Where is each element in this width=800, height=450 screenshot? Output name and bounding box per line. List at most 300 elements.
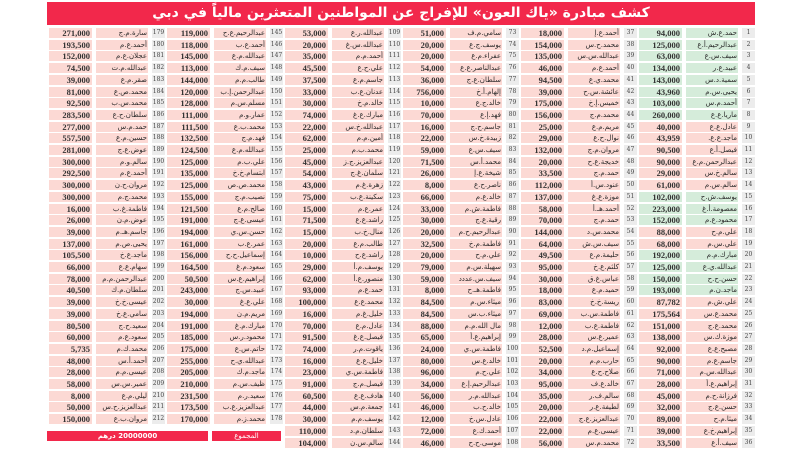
amount: 110,000 [285, 426, 328, 436]
beneficiary-name: أحمد.م.س [686, 98, 738, 108]
beneficiary-name: خالد.ع.س [450, 356, 502, 366]
row-number: 140 [388, 391, 401, 399]
row-number: 162 [270, 227, 283, 235]
table-row [403, 227, 519, 237]
row-number: 2 [742, 40, 755, 50]
beneficiary-name: علي.س.م [686, 239, 738, 249]
table-row [49, 215, 165, 225]
amount: 12,000 [403, 414, 446, 424]
amount: 16,000 [49, 204, 92, 214]
beneficiary-name: عبدالعزيز.ح.س [96, 402, 148, 412]
table-row [639, 40, 755, 50]
row-number: 1 [742, 28, 755, 38]
row-number: 41 [624, 75, 637, 85]
table-row [285, 239, 401, 249]
amount: 81,000 [49, 87, 92, 97]
row-number: 5 [742, 75, 755, 85]
amount: 96,000 [403, 367, 446, 377]
table-row [403, 110, 519, 120]
beneficiary-name: يحيى.ص.م [96, 239, 148, 249]
beneficiary-name: عبدالرحمن.م.م [96, 274, 148, 284]
table-row [521, 332, 637, 342]
beneficiary-name: سامي.ع.خ [96, 309, 148, 319]
beneficiary-name: خليل.ع.ع [332, 356, 384, 366]
beneficiary-name: محمد.ص.ص [214, 180, 266, 190]
table-row [403, 28, 519, 38]
row-number: 104 [506, 391, 519, 399]
amount: 192,000 [639, 250, 682, 260]
row-number: 18 [742, 227, 755, 237]
row-number: 67 [624, 379, 637, 389]
beneficiary-name: إبراهيم.ع.س [214, 274, 266, 284]
table-row [403, 122, 519, 132]
beneficiary-name: عبدالله.خ.س [332, 122, 384, 132]
beneficiary-name: أحمد.ع.ب [214, 40, 266, 50]
row-number: 75 [506, 51, 519, 61]
amount: 56,000 [403, 391, 446, 401]
beneficiary-name: سهام.ع.ع [96, 262, 148, 272]
row-number: 10 [742, 133, 755, 143]
row-number: 76 [506, 63, 519, 73]
table-row [403, 63, 519, 73]
amount: 39,000 [521, 87, 564, 97]
table-row [639, 309, 755, 319]
beneficiary-name: محمد.ص.ع [96, 87, 148, 97]
row-number: 54 [624, 227, 637, 237]
table-row [49, 250, 165, 260]
beneficiary-name: عنود.س.أ [568, 180, 620, 190]
row-number: 93 [506, 262, 519, 272]
table-row [167, 262, 283, 272]
row-number: 156 [270, 157, 283, 165]
row-number: 55 [624, 239, 637, 249]
row-number: 81 [506, 122, 519, 132]
amount: 20,000 [403, 40, 446, 50]
table-row [49, 180, 165, 190]
row-number: 166 [270, 274, 283, 282]
table-row [285, 157, 401, 167]
row-number: 13 [742, 168, 755, 178]
table-row [285, 204, 401, 214]
table-row [167, 192, 283, 202]
amount: 137,000 [521, 192, 564, 202]
beneficiary-name: عدنان.ع.ب [332, 87, 384, 97]
amount: 151,000 [639, 321, 682, 331]
row-number: 39 [624, 51, 637, 61]
table-row [167, 75, 283, 85]
amount: 223,000 [639, 204, 682, 214]
amount: 16,000 [285, 356, 328, 366]
beneficiary-name: ظيف.س.م [214, 379, 266, 389]
table-row [167, 250, 283, 260]
amount: 22,000 [285, 122, 328, 132]
table-row [521, 51, 637, 61]
beneficiary-name: محمد.ع.ع [332, 297, 384, 307]
table-row [167, 274, 283, 284]
amount: 193,500 [49, 40, 92, 50]
beneficiary-name: عبدالرحيم.إ.ع [450, 379, 502, 389]
row-number: 211 [152, 403, 165, 411]
table-row [639, 426, 755, 436]
amount: 30,000 [403, 215, 446, 225]
beneficiary-name: حميد.م.ع [568, 285, 620, 295]
beneficiary-name: يوسف.ش.ح [686, 192, 738, 202]
table-row [639, 122, 755, 132]
amount: 78,000 [49, 274, 92, 284]
row-number: 68 [624, 391, 637, 401]
row-number: 79 [506, 98, 519, 108]
row-number: 77 [506, 75, 519, 85]
table-row [403, 180, 519, 190]
amount: 30,000 [167, 297, 210, 307]
row-number: 182 [152, 64, 165, 72]
table-row [639, 344, 755, 354]
table-row [639, 356, 755, 366]
amount: 33,500 [521, 168, 564, 178]
row-number: 126 [388, 227, 401, 235]
row-number: 122 [388, 181, 401, 189]
beneficiary-name: سلطان.م.د [332, 426, 384, 436]
table-row [285, 40, 401, 50]
row-number: 116 [388, 110, 401, 118]
beneficiary-name: سيف.أ.ع [686, 438, 738, 448]
amount: 164,500 [167, 262, 210, 272]
amount: 22,000 [403, 133, 446, 143]
beneficiary-name: محمد.ك.م [96, 344, 148, 354]
amount: 91,000 [285, 379, 328, 389]
row-number: 94 [506, 274, 519, 284]
row-number: 15 [742, 192, 755, 202]
row-number: 49 [624, 168, 637, 178]
beneficiary-name: يوسف.ج.ع [450, 40, 502, 50]
beneficiary-name: ماجد.م.ك [214, 367, 266, 377]
amount: 40,000 [639, 122, 682, 132]
table-row [285, 367, 401, 377]
table-row [521, 75, 637, 85]
amount: 16,000 [403, 122, 446, 132]
table-row [167, 402, 283, 412]
row-number: 9 [742, 122, 755, 132]
amount: 144,000 [521, 227, 564, 237]
amount: 191,000 [167, 321, 210, 331]
beneficiary-name: حسن.ح.ح [686, 274, 738, 284]
row-number: 172 [270, 344, 283, 352]
row-number: 89 [506, 215, 519, 225]
table-row [521, 356, 637, 366]
table-row [639, 157, 755, 167]
table-row [521, 204, 637, 214]
amount: 292,500 [49, 168, 92, 178]
amount: 23,000 [285, 367, 328, 377]
amount: 143,000 [639, 75, 682, 85]
amount: 156,000 [521, 110, 564, 120]
beneficiary-name: سيف.م.ك [214, 63, 266, 73]
beneficiary-name: جاسم.م.ع [332, 75, 384, 85]
row-number: 108 [506, 438, 519, 446]
row-number: 97 [506, 309, 519, 319]
beneficiary-name: ميثا.م.ح [686, 414, 738, 424]
beneficiary-name: سارة.م.ج [96, 28, 148, 38]
table-row [521, 168, 637, 178]
beneficiary-name: محمد.م.ج [568, 110, 620, 120]
row-number: 83 [506, 145, 519, 155]
amount: 150,000 [49, 414, 92, 424]
beneficiary-name: راشد.ع.ح [332, 250, 384, 260]
row-number: 88 [506, 204, 519, 214]
beneficiary-name: عبدالله.ر.ع [332, 28, 384, 38]
row-number: 20 [742, 250, 755, 260]
amount: 300,000 [49, 180, 92, 190]
beneficiary-name: موزة.ك.س [686, 332, 738, 342]
amount: 92,500 [49, 98, 92, 108]
beneficiary-name: سالم.ف.ر [568, 391, 620, 401]
table-row [521, 145, 637, 155]
amount: 152,000 [639, 215, 682, 225]
row-number: 3 [742, 51, 755, 61]
amount: 32,500 [403, 239, 446, 249]
amount: 39,000 [639, 426, 682, 436]
beneficiary-name: علي.م.ح [686, 227, 738, 237]
amount: 125,000 [167, 180, 210, 190]
row-number: 27 [742, 332, 755, 342]
table-row [639, 402, 755, 412]
beneficiary-name: حمد.م.س [96, 122, 148, 132]
table-row [49, 379, 165, 389]
table-row [403, 204, 519, 214]
amount: 138,000 [639, 332, 682, 342]
amount: 20,000 [403, 227, 446, 237]
amount: 24,000 [403, 344, 446, 354]
beneficiary-name: علي.ح.م [450, 367, 502, 377]
amount: 191,000 [167, 215, 210, 225]
amount: 39,000 [49, 309, 92, 319]
row-number: 19 [742, 239, 755, 249]
beneficiary-name: ناصر.ح.ع [450, 180, 502, 190]
beneficiary-name: ميثاء.ب.س [450, 309, 502, 319]
beneficiary-name: جاسم.هـ.م [96, 227, 148, 237]
amount: 89,000 [639, 414, 682, 424]
amount: 5,735 [49, 344, 92, 354]
beneficiary-name: محمد.ع.س [686, 309, 738, 319]
amount: 134,000 [639, 63, 682, 73]
amount: 104,000 [285, 438, 328, 448]
beneficiary-name: يوسف.م.م [332, 414, 384, 424]
amount: 105,500 [49, 250, 92, 260]
row-number: 7 [742, 98, 755, 108]
row-number: 29 [742, 356, 755, 366]
table-row [49, 402, 165, 412]
row-number: 56 [624, 250, 637, 260]
row-number: 87 [506, 192, 519, 202]
table-row [639, 168, 755, 178]
row-number: 135 [388, 333, 401, 341]
beneficiary-name: صالح.م.ع [214, 204, 266, 214]
row-number: 72 [624, 438, 637, 448]
amount: 79,000 [403, 262, 446, 272]
table-row [49, 344, 165, 354]
amount: 20,000 [403, 250, 446, 260]
table-row [49, 145, 165, 155]
row-number: 212 [152, 415, 165, 423]
beneficiary-name: فيصل.أ.ع [686, 145, 738, 155]
beneficiary-name: خالد.م.خ [332, 98, 384, 108]
table-row [49, 367, 165, 377]
table-row [49, 28, 165, 38]
row-number: 50 [624, 180, 637, 190]
amount: 46,000 [403, 402, 446, 412]
amount: 54,000 [285, 168, 328, 178]
table-row [167, 356, 283, 366]
table-row [521, 180, 637, 190]
row-number: 35 [742, 426, 755, 436]
row-number: 64 [624, 344, 637, 354]
table-row [639, 145, 755, 155]
table-row [521, 309, 637, 319]
table-row [285, 133, 401, 143]
table-row [639, 110, 755, 120]
table-row [167, 98, 283, 108]
table-row [285, 227, 401, 237]
row-number: 142 [388, 415, 401, 423]
beneficiary-name: صقر.م.ع [96, 75, 148, 85]
beneficiary-name: موزة.ع.غ [568, 192, 620, 202]
amount: 53,000 [285, 28, 328, 38]
beneficiary-name: فاطمة.هـ.ح [450, 285, 502, 295]
amount: 45,000 [639, 391, 682, 401]
row-number: 61 [624, 309, 637, 319]
table-row [49, 414, 165, 424]
beneficiary-name: مبارك.م.م [686, 250, 738, 260]
amount: 135,000 [167, 168, 210, 178]
row-number: 210 [152, 391, 165, 399]
row-number: 136 [388, 344, 401, 352]
row-number: 194 [152, 204, 165, 212]
table-row [639, 332, 755, 342]
beneficiary-name: خميس.إ.خ [568, 98, 620, 108]
beneficiary-name: حمد.م.ج [568, 168, 620, 178]
table-row [167, 344, 283, 354]
row-number: 207 [152, 356, 165, 364]
amount: 94,500 [521, 75, 564, 85]
amount: 91,500 [285, 332, 328, 342]
amount: 154,000 [521, 40, 564, 50]
beneficiary-name: خديجة.ع.ح [568, 157, 620, 167]
beneficiary-name: سيف.س.ع [450, 145, 502, 155]
row-number: 125 [388, 216, 401, 224]
table-row [285, 215, 401, 225]
amount: 175,000 [167, 344, 210, 354]
row-number: 60 [624, 297, 637, 307]
table-row [49, 63, 165, 73]
amount: 137,000 [49, 239, 92, 249]
beneficiary-name: إلهام.أ.خ [450, 87, 502, 97]
row-number: 159 [270, 192, 283, 200]
amount: 557,500 [49, 133, 92, 143]
table-row [167, 168, 283, 178]
table-row [285, 122, 401, 132]
row-number: 144 [388, 438, 401, 446]
beneficiary-name: عمر.ع.ب [214, 239, 266, 249]
row-number: 24 [742, 297, 755, 307]
beneficiary-name: مبارك.م.غ [214, 321, 266, 331]
row-number: 99 [506, 332, 519, 342]
amount: 170,000 [167, 414, 210, 424]
amount: 16,000 [285, 309, 328, 319]
row-number: 100 [506, 344, 519, 352]
table-row [403, 98, 519, 108]
amount: 150,000 [639, 274, 682, 284]
row-number: 124 [388, 204, 401, 212]
beneficiary-name: محمد.ب.ع [214, 122, 266, 132]
table-row [521, 367, 637, 377]
table-row [639, 204, 755, 214]
beneficiary-name: حمد.ع.م [332, 285, 384, 295]
row-number: 195 [152, 216, 165, 224]
table-row [639, 321, 755, 331]
amount: 46,000 [521, 63, 564, 73]
beneficiary-name: كلثم.ع.خ [568, 262, 620, 272]
beneficiary-name: فاطمة.س.ي [450, 344, 502, 354]
beneficiary-name: يحيى.س.م [686, 87, 738, 97]
amount: 87,782 [639, 297, 682, 307]
row-number: 22 [742, 274, 755, 284]
beneficiary-name: شيخة.ع.إ [450, 168, 502, 178]
beneficiary-name: ياقوت.م.ر [332, 344, 384, 354]
beneficiary-name: ميثاء.س.م [450, 297, 502, 307]
table-row [285, 297, 401, 307]
beneficiary-name: عمر.ع.م [332, 204, 384, 214]
row-number: 107 [506, 426, 519, 434]
beneficiary-name: أحمد.ع.م [96, 168, 148, 178]
amount: 39,000 [49, 75, 92, 85]
amount: 8,000 [403, 180, 446, 190]
table-row [285, 438, 401, 448]
beneficiary-name: سالم.خ.س [686, 168, 738, 178]
beneficiary-name: لطيفة.ع.ر [568, 402, 620, 412]
beneficiary-name: هادف.ع.ع [332, 391, 384, 401]
amount: 43,000 [285, 180, 328, 190]
amount: 124,500 [167, 145, 210, 155]
table-row [285, 274, 401, 284]
row-number: 178 [270, 415, 283, 423]
table-row [403, 133, 519, 143]
beneficiary-name: عادل.ع.ع [686, 122, 738, 132]
amount: 128,000 [167, 98, 210, 108]
amount: 111,000 [167, 110, 210, 120]
amount: 210,000 [167, 379, 210, 389]
table-row [49, 356, 165, 366]
beneficiary-name: سلطان.م.ك [96, 285, 148, 295]
amount: 52,500 [521, 344, 564, 354]
beneficiary-name: عوض.م.ن [96, 215, 148, 225]
beneficiary-name: أمين.م.م [332, 133, 384, 143]
amount: 20,000 [521, 157, 564, 167]
amount: 30,000 [285, 98, 328, 108]
table-row [49, 332, 165, 342]
table-row [167, 204, 283, 214]
table-row [167, 309, 283, 319]
row-number: 161 [270, 216, 283, 224]
amount: 60,500 [285, 391, 328, 401]
beneficiary-name: عادل.س.خ [450, 414, 502, 424]
beneficiary-name: عبدالله.ي.ع [686, 262, 738, 272]
row-number: 176 [270, 391, 283, 399]
beneficiary-name: سكينة.ع.ب [332, 192, 384, 202]
beneficiary-name: علي.ب.م [214, 157, 266, 167]
beneficiary-name: عفراء.م.ع [450, 51, 502, 61]
table-row [49, 122, 165, 132]
amount: 70,000 [521, 215, 564, 225]
